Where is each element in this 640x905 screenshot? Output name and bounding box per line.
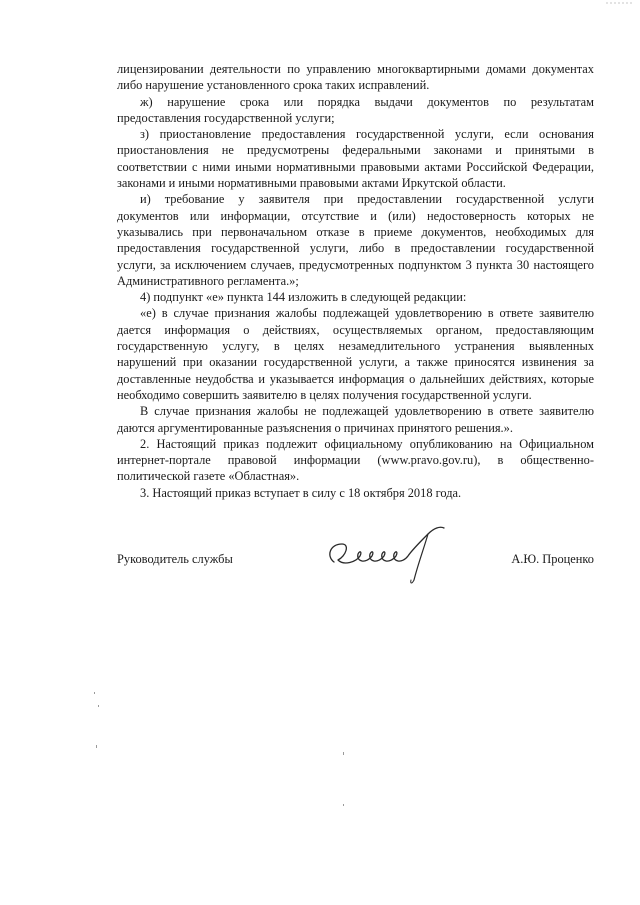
text-line: указывались при первоначальном отказе в приеме документов, необходимых для bbox=[117, 224, 594, 239]
text-line: либо нарушение установленного срока таких исправлений. bbox=[117, 78, 430, 93]
text-line: соответствии с ними иными нормативными правовыми актами Российской Федерации, bbox=[117, 159, 594, 174]
text-line: дается информация о действиях, осуществляемых органом, предоставляющим bbox=[117, 322, 594, 337]
text-line: 2. Настоящий приказ подлежит официальному опубликованию на Официальном bbox=[140, 436, 594, 451]
text-line: даются аргументированные разъяснения о причинах принятого решения.». bbox=[117, 420, 513, 435]
text-line: законами и иными нормативными правовыми актами Иркутской области. bbox=[117, 176, 506, 191]
text-line: з) приостановление предоставления государственной услуги, если основания bbox=[140, 127, 594, 142]
text-line: предоставления государственной услуги, либо в предоставлении государственной bbox=[117, 241, 594, 256]
text-line: необходимо совершить заявителю в целях получения государственной услуги. bbox=[117, 387, 532, 402]
text-line: Административного регламента.»; bbox=[117, 273, 299, 288]
scan-speck bbox=[343, 804, 344, 806]
document-body bbox=[117, 61, 594, 501]
text-line: ж) нарушение срока или порядка выдачи документов по результатам bbox=[140, 94, 594, 109]
signer-name: А.Ю. Проценко bbox=[511, 552, 594, 566]
text-line: и) требование у заявителя при предоставлении государственной услуги bbox=[140, 192, 594, 207]
scan-speck bbox=[94, 692, 95, 694]
text-line: В случае признания жалобы не подлежащей удовлетворению в ответе заявителю bbox=[140, 404, 594, 419]
signer-position: Руководитель службы bbox=[117, 552, 233, 566]
text-line: нарушений при оказании государственной услуги, а также приносятся извинения за bbox=[117, 355, 594, 370]
signature-row bbox=[117, 549, 594, 569]
text-line: государственную услугу, в целях незамедлительного устранения выявленных bbox=[117, 339, 594, 354]
text-line: услуги, за исключением случаев, предусмотренных подпунктом 3 пункта 30 настоящего bbox=[117, 257, 594, 272]
scan-speck bbox=[96, 745, 97, 748]
scan-speck bbox=[343, 752, 344, 755]
text-line: доставленные неудобства и указывается информация о дальнейших действиях, которые bbox=[117, 371, 594, 386]
scan-speck bbox=[98, 705, 99, 707]
text-line: 3. Настоящий приказ вступает в силу с 18 октября 2018 года. bbox=[140, 485, 462, 500]
text-line: 4) подпункт «е» пункта 144 изложить в следующей редакции: bbox=[140, 290, 467, 305]
corner-scan-mark bbox=[600, 0, 640, 10]
text-line: лицензировании деятельности по управлению многоквартирными домами документах bbox=[117, 62, 594, 76]
text-line: документов или информации, отсутствие и (или) недостоверность которых не bbox=[117, 208, 594, 223]
text-line: «е) в случае признания жалобы подлежащей удовлетворению в ответе заявителю bbox=[140, 306, 594, 321]
text-line: приостановления не предусмотрены федеральными законами и принятыми в bbox=[117, 143, 594, 158]
text-line: интернет-портале правовой информации (www.pravo.gov.ru), в общественно- bbox=[117, 453, 594, 468]
text-line: предоставления государственной услуги; bbox=[117, 110, 335, 125]
text-line: политической газете «Областная». bbox=[117, 469, 300, 484]
